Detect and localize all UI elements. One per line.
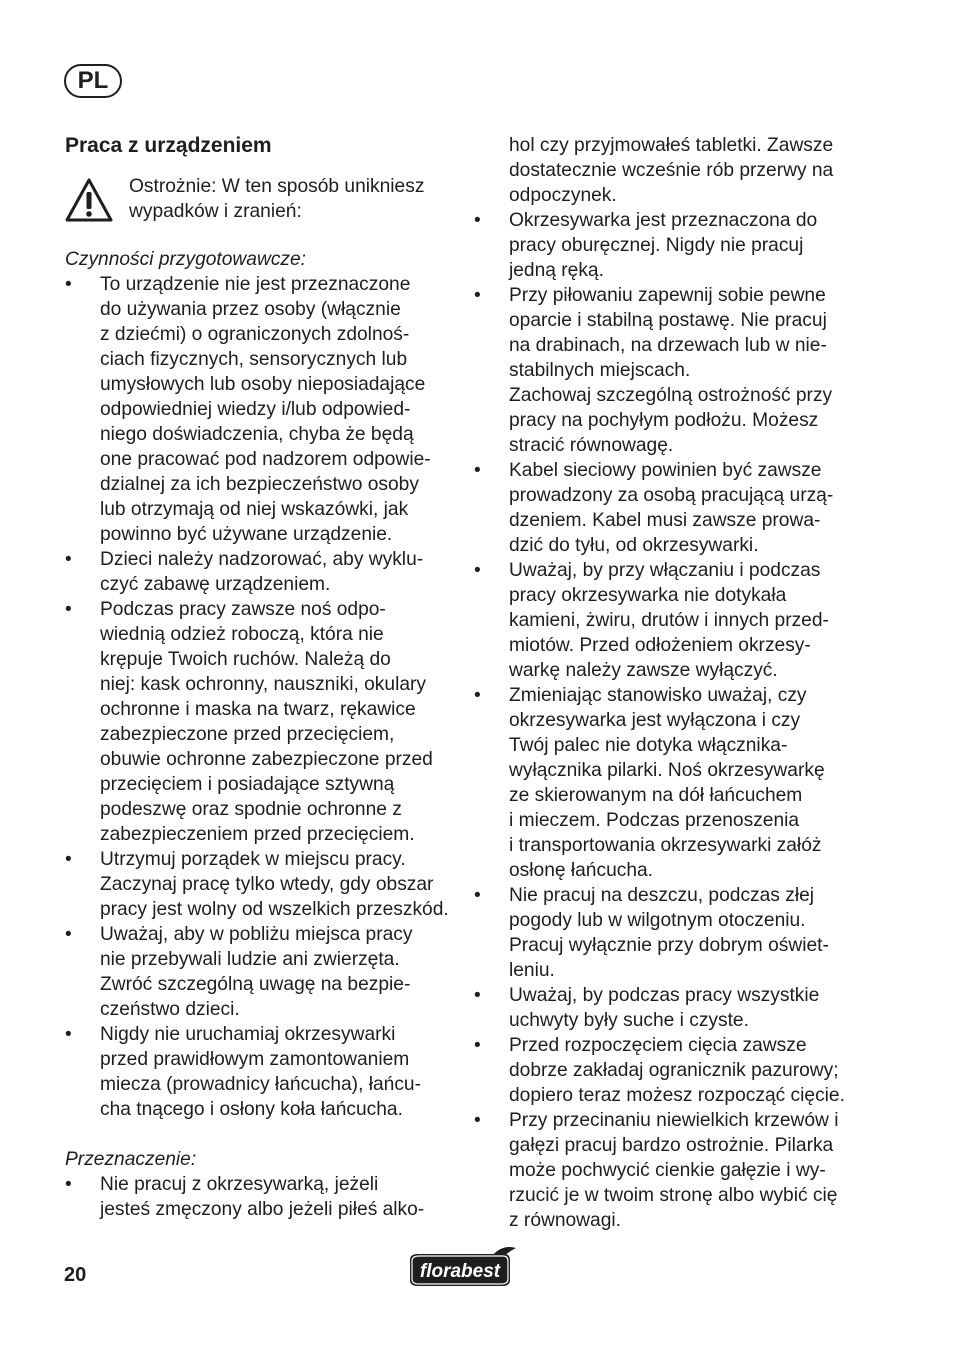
logo-text: florabest (419, 1261, 501, 1282)
list-item: • To urządzenie nie jest przeznaczone do używania przez osoby (włącznie z dziećmi) o ograniczonych zdolnoś- ciach fizycznych, sensorycznych lub umysłowych lub osoby nieposiadające odpowiedniej wiedzy i/lub odpowied- niego doświadczenia, chyba że będą one pracować pod nadzorem odpowie- dzialnej za ich bezpieczeństwo osoby lub otrzymają od niej wskazówki, jak powinno być używane urządzenie. (65, 272, 450, 547)
warning-note (65, 174, 450, 224)
right-column (474, 133, 859, 1233)
list-item: • Uważaj, aby w pobliżu miejsca pracy nie przebywali ludzie ani zwierzęta. Zwróć szczególną uwagę na bezpie- czeństwo dzieci. (65, 922, 450, 1022)
section-heading: Praca z urządzeniem (65, 134, 272, 157)
purpose-subheading: Przeznaczenie: (65, 1149, 197, 1170)
prep-list (65, 272, 450, 1122)
list-item: • Nie pracuj na deszczu, podczas złej pogody lub w wilgotnym otoczeniu. Pracuj wyłącznie przy dobrym oświet- leniu. (474, 883, 859, 983)
list-item: • Przy przecinaniu niewielkich krzewów i gałęzi pracuj bardzo ostrożnie. Pilarka może pochwycić cienkie gałęzie i wy- rzucić je w twoim stronę albo wybić cię z równowagi. (474, 1108, 859, 1233)
safety-list (474, 208, 859, 1233)
list-item: • Kabel sieciowy powinien być zawsze prowadzony za osobą pracującą urzą- dzeniem. Kabel musi zawsze prowa- dzić do tyłu, od okrzesywarki. (474, 458, 859, 558)
list-item: • Utrzymuj porządek w miejscu pracy. Zaczynaj pracę tylko wtedy, gdy obszar pracy jest wolny od wszelkich przeszkód. (65, 847, 450, 922)
list-item: • Nigdy nie uruchamiaj okrzesywarki przed prawidłowym zamontowaniem miecza (prowadnicy łańcucha), łańcu- cha tnącego i osłony koła łańcucha. (65, 1022, 450, 1122)
continued-text: hol czy przyjmowałeś tabletki. Zawsze dostatecznie wcześnie rób przerwy na odpoczynek. (509, 135, 834, 206)
list-item: • Uważaj, by podczas pracy wszystkie uchwyty były suche i czyste. (474, 983, 859, 1033)
left-column (65, 133, 450, 1222)
florabest-logo (406, 1246, 520, 1288)
warning-triangle-icon (65, 177, 113, 223)
list-item: • Podczas pracy zawsze noś odpo- wiednią odzież roboczą, która nie krępuje Twoich ruchów. Należą do niej: kask ochronny, nauszniki, okulary ochronne i maska na twarz, rękawice zabezpieczone przed przecięciem, obuwie ochronne zabezpieczone przed przecięciem i posiadające sztywną podeszwę oraz spodnie ochronne z zabezpieczeniem przed przecięciem. (65, 597, 450, 847)
purpose-list (65, 1172, 450, 1222)
list-item: • Przy piłowaniu zapewnij sobie pewne oparcie i stabilną postawę. Nie pracuj na drabinach, na drzewach lub w nie- stabilnych miejscach. Zachowaj szczególną ostrożność przy pracy na pochyłym podłożu. Możesz stracić równowagę. (474, 283, 859, 458)
language-badge: PL (64, 64, 122, 98)
list-item: • Przed rozpoczęciem cięcia zawsze dobrze zakładaj ogranicznik pazurowy; dopiero teraz możesz rozpocząć cięcie. (474, 1033, 859, 1108)
list-item: • Uważaj, by przy włączaniu i podczas pracy okrzesywarka nie dotykała kamieni, żwiru, drutów i innych przed- miotów. Przed odłożeniem okrzesy- warkę należy zawsze wyłączyć. (474, 558, 859, 683)
warning-text: Ostrożnie: W ten sposób unikniesz wypadków i zranień: (129, 176, 425, 222)
list-item: • Zmieniając stanowisko uważaj, czy okrzesywarka jest wyłączona i czy Twój palec nie dotyka włącznika- wyłącznika pilarki. Noś okrzesywarkę ze skierowanym na dół łańcuchem i mieczem. Podczas przenoszenia i transportowania okrzesywarki załóż osłonę łańcucha. (474, 683, 859, 883)
prep-subheading: Czynności przygotowawcze: (65, 249, 307, 270)
list-item: • Nie pracuj z okrzesywarką, jeżeli jesteś zmęczony albo jeżeli piłeś alko- (65, 1172, 450, 1222)
list-item: • Dzieci należy nadzorować, aby wyklu- czyć zabawę urządzeniem. (65, 547, 450, 597)
page-number: 20 (64, 1264, 87, 1286)
list-item: • Okrzesywarka jest przeznaczona do pracy oburęcznej. Nigdy nie pracuj jedną ręką. (474, 208, 859, 283)
